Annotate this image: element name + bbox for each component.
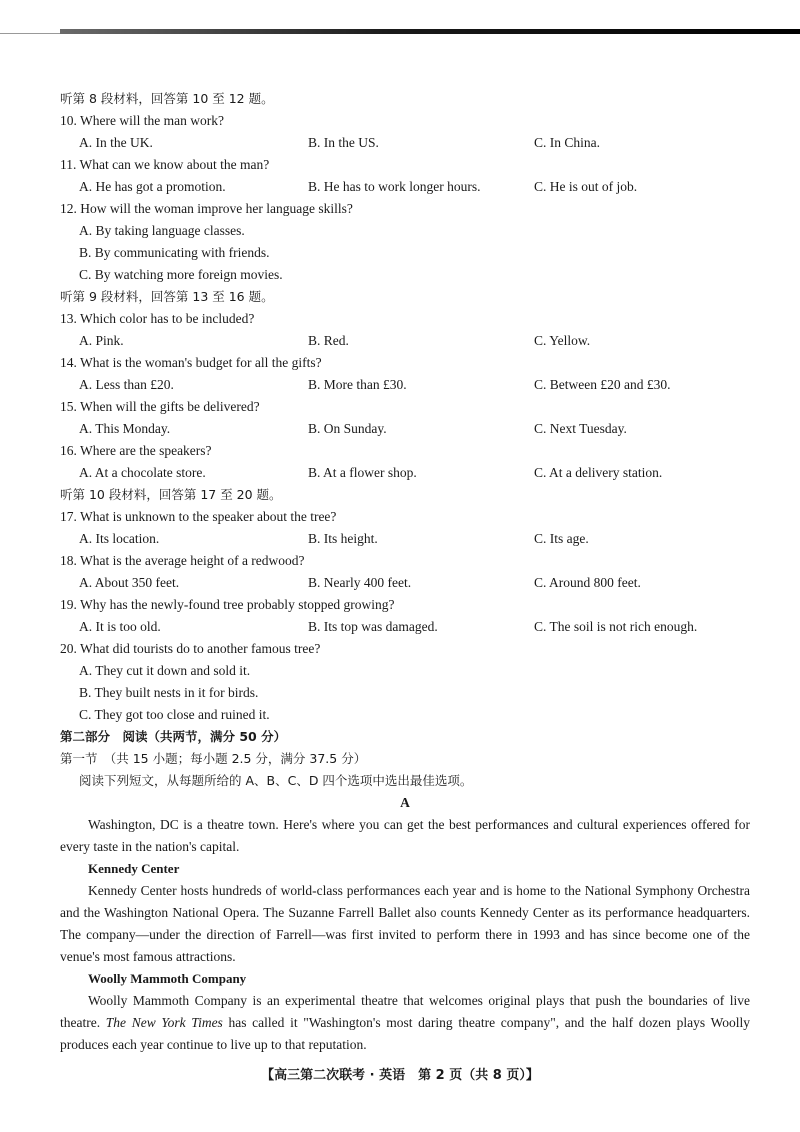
- option-a: A. By taking language classes.: [79, 223, 245, 238]
- option-c: C. He is out of job.: [534, 179, 638, 194]
- option-c: C. In China.: [534, 135, 600, 150]
- question-10: 10. Where will the man work?: [60, 113, 224, 128]
- option-a: A. It is too old.: [79, 619, 161, 634]
- question-19-options: [60, 616, 750, 638]
- reading-part-title: 第二部分 阅读（共两节，满分 50 分）: [60, 729, 287, 744]
- option-b: B. By communicating with friends.: [79, 245, 270, 260]
- question-19: 19. Why has the newly-found tree probably stopped growing?: [60, 597, 395, 612]
- option-b: B. He has to work longer hours.: [308, 179, 481, 194]
- question-18: 18. What is the average height of a redwood?: [60, 553, 305, 568]
- question-16: 16. Where are the speakers?: [60, 443, 212, 458]
- newspaper-title: The New York Times: [105, 1015, 223, 1030]
- option-c: C. Its age.: [534, 531, 589, 546]
- woolly-text-1: Woolly Mammoth Company is an experimental theatre that welcomes original plays that push the boundaries of live theatre.: [60, 993, 750, 1030]
- passage-label: A: [400, 795, 410, 810]
- page-footer: 【高三第二次联考 · 英语 第 2 页（共 8 页）】: [261, 1068, 539, 1083]
- option-b: B. In the US.: [308, 135, 379, 150]
- option-c: C. The soil is not rich enough.: [534, 619, 698, 634]
- option-a: A. In the UK.: [79, 135, 153, 150]
- question-17-options: [60, 528, 750, 550]
- kennedy-heading: Kennedy Center: [88, 861, 180, 876]
- question-11-options: [60, 176, 750, 198]
- question-13: 13. Which color has to be included?: [60, 311, 255, 326]
- question-20: 20. What did tourists do to another famous tree?: [60, 641, 321, 656]
- option-a: A. They cut it down and sold it.: [79, 663, 251, 678]
- option-c: C. By watching more foreign movies.: [79, 267, 283, 282]
- option-a: A. About 350 feet.: [79, 575, 180, 590]
- section-8-instruction: 听第 8 段材料，回答第 10 至 12 题。: [60, 91, 274, 106]
- option-a: A. Pink.: [79, 333, 124, 348]
- option-c: C. Next Tuesday.: [534, 421, 627, 436]
- option-a: A. Its location.: [79, 531, 160, 546]
- section-9-instruction: 听第 9 段材料，回答第 13 至 16 题。: [60, 289, 274, 304]
- passage-intro: Washington, DC is a theatre town. Here's where you can get the best performances and cultural experiences offered for every taste in the nation's capital.: [60, 817, 750, 854]
- option-b: B. Red.: [308, 333, 349, 348]
- option-b: B. Its height.: [308, 531, 378, 546]
- option-c: C. At a delivery station.: [534, 465, 663, 480]
- question-15-options: [60, 418, 750, 440]
- option-b: B. Nearly 400 feet.: [308, 575, 412, 590]
- option-c: C. Yellow.: [534, 333, 591, 348]
- option-a: A. This Monday.: [79, 421, 171, 436]
- question-17: 17. What is unknown to the speaker about the tree?: [60, 509, 337, 524]
- question-15: 15. When will the gifts be delivered?: [60, 399, 260, 414]
- option-b: B. They built nests in it for birds.: [79, 685, 259, 700]
- top-rule-thin: [0, 33, 60, 34]
- question-14-options: [60, 374, 750, 396]
- reading-section-title: 第一节 （共 15 小题；每小题 2.5 分，满分 37.5 分）: [60, 751, 367, 766]
- option-c: C. They got too close and ruined it.: [79, 707, 270, 722]
- question-10-options: [60, 132, 750, 154]
- question-16-options: [60, 462, 750, 484]
- option-b: B. At a flower shop.: [308, 465, 417, 480]
- question-18-options: [60, 572, 750, 594]
- option-b: B. On Sunday.: [308, 421, 387, 436]
- option-a: A. Less than £20.: [79, 377, 174, 392]
- question-12: 12. How will the woman improve her language skills?: [60, 201, 353, 216]
- option-b: B. Its top was damaged.: [308, 619, 438, 634]
- exam-page: [60, 88, 750, 1056]
- top-rule: [60, 29, 800, 34]
- question-13-options: [60, 330, 750, 352]
- woolly-heading: Woolly Mammoth Company: [88, 971, 247, 986]
- option-a: A. At a chocolate store.: [79, 465, 206, 480]
- question-14: 14. What is the woman's budget for all the gifts?: [60, 355, 322, 370]
- option-c: C. Between £20 and £30.: [534, 377, 671, 392]
- section-10-instruction: 听第 10 段材料，回答第 17 至 20 题。: [60, 487, 282, 502]
- woolly-text-2: has called it "Washington's most daring theatre company", and the half dozen plays Woolly produces each year continue to live up to that reputation.: [60, 1015, 750, 1052]
- reading-instruction: 阅读下列短文，从每题所给的 A、B、C、D 四个选项中选出最佳选项。: [79, 773, 473, 788]
- option-b: B. More than £30.: [308, 377, 407, 392]
- option-a: A. He has got a promotion.: [79, 179, 226, 194]
- option-c: C. Around 800 feet.: [534, 575, 641, 590]
- woolly-paragraph: [60, 990, 750, 1056]
- kennedy-paragraph: Kennedy Center hosts hundreds of world-class performances each year and is home to the National Symphony Orchestra and the Washington National Opera. The Suzanne Farrell Ballet also counts Kennedy Center as its performance headquarters. The company—under the direction of Farrell—was first invited to perform there in 1993 and has since become one of the venue's most famous attractions.: [60, 883, 750, 964]
- question-11: 11. What can we know about the man?: [60, 157, 270, 172]
